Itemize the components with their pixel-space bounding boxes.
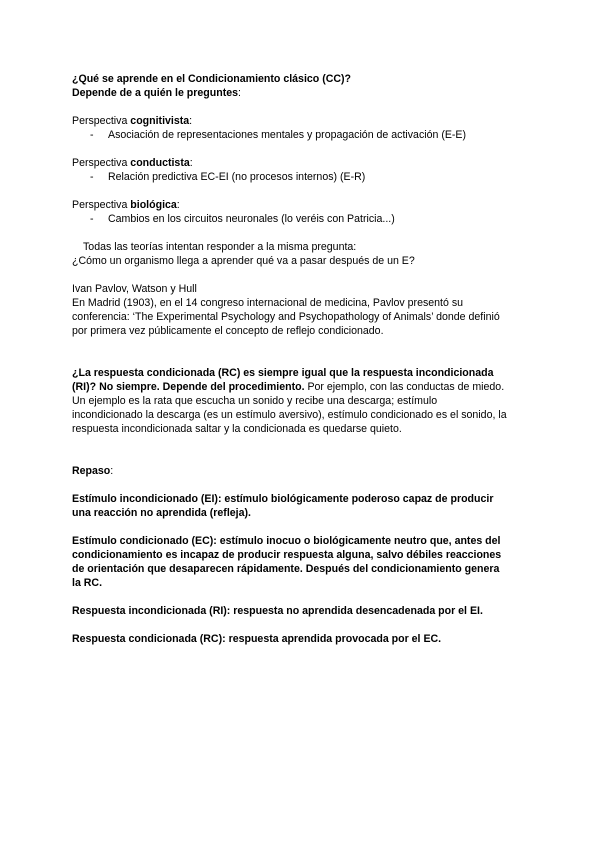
list-item-text: Cambios en los circuitos neuronales (lo veréis con Patricia...) (108, 213, 395, 225)
rc-answer-line (72, 380, 532, 394)
perspective-title (72, 114, 532, 128)
perspective-title (72, 156, 532, 170)
pavlov-authors: Ivan Pavlov, Watson y Hull (72, 283, 197, 295)
definition-rc: Respuesta condicionada (RC): respuesta aprendida provocada por el EC. (72, 633, 442, 645)
perspective-title (72, 198, 532, 212)
perspective-name: cognitivista (130, 115, 190, 127)
repaso-title-colon: : (110, 465, 114, 477)
rc-question-line: ¿La respuesta condicionada (RC) es siempre igual que la respuesta incondicionada (72, 367, 494, 379)
repaso-title-text: Repaso (72, 465, 111, 477)
definition-ec: de orientación que desaparecen rápidamente. Después del condicionamiento genera (72, 563, 500, 575)
heading-subtitle-text: Depende de a quién le preguntes (72, 87, 239, 99)
perspective-prefix: Perspectiva (72, 199, 131, 211)
heading-question: ¿Qué se aprende en el Condicionamiento clásico (CC)? (72, 73, 352, 85)
list-item (72, 212, 532, 226)
heading-subtitle-colon: : (238, 87, 241, 99)
perspective-biologica (72, 198, 532, 226)
rc-answer-bold: (RI)? No siempre. Depende del procedimiento. (72, 381, 305, 393)
definition-ec: Estímulo condicionado (EC): estímulo inocuo o biológicamente neutro que, antes del (72, 535, 501, 547)
rc-answer-text: Por ejemplo, con las conductas de miedo. (304, 381, 505, 393)
perspective-cognitivista (72, 114, 532, 142)
definition-ei: Estímulo incondicionado (EI): estímulo biológicamente poderoso capaz de producir (72, 493, 494, 505)
list-item-text: Asociación de representaciones mentales y propagación de activación (E-E) (108, 129, 467, 141)
list-item-text: Relación predictiva EC-EI (no procesos internos) (E-R) (108, 171, 366, 183)
rc-example-line: Un ejemplo es la rata que escucha un sonido y recibe una descarga; estímulo (72, 395, 438, 407)
definition-ec: la RC. (72, 577, 103, 589)
perspective-colon: : (176, 199, 180, 211)
definition-ri: Respuesta incondicionada (RI): respuesta no aprendida desencadenada por el EI. (72, 605, 483, 617)
repaso-title (72, 464, 532, 478)
list-item (72, 128, 532, 142)
rc-example-line: respuesta incondicionada saltar y la condicionada es quedarse quieto. (72, 423, 402, 435)
dash-bullet: - (90, 129, 94, 141)
dash-bullet: - (90, 171, 94, 183)
theories-question: ¿Cómo un organismo llega a aprender qué va a pasar después de un E? (72, 255, 415, 267)
definition-ei: una reacción no aprendida (refleja). (72, 507, 251, 519)
perspective-colon: : (189, 157, 193, 169)
definition-ec: condicionamiento es incapaz de producir respuesta alguna, salvo débiles reacciones (72, 549, 502, 561)
dash-bullet: - (90, 213, 94, 225)
pavlov-text-line: por primera vez públicamente el concepto de reflejo condicionado. (72, 325, 384, 337)
perspective-conductista (72, 156, 532, 184)
theories-statement: Todas las teorías intentan responder a la misma pregunta: (83, 241, 357, 253)
perspective-prefix: Perspectiva (72, 157, 131, 169)
pavlov-text-line: En Madrid (1903), en el 14 congreso internacional de medicina, Pavlov presentó su (72, 297, 464, 309)
perspective-prefix: Perspectiva (72, 115, 131, 127)
rc-example-line: incondicionado la descarga (es un estímulo aversivo), estímulo condicionado es el sonido, la (72, 409, 507, 421)
pavlov-text-line: conferencia: ‘The Experimental Psychology and Psychopathology of Animals’ donde definió (72, 311, 500, 323)
document-page (72, 72, 532, 646)
perspective-name: conductista (130, 157, 190, 169)
perspective-colon: : (189, 115, 193, 127)
list-item (72, 170, 532, 184)
perspective-name: biológica (130, 199, 177, 211)
heading-subtitle (72, 86, 532, 100)
